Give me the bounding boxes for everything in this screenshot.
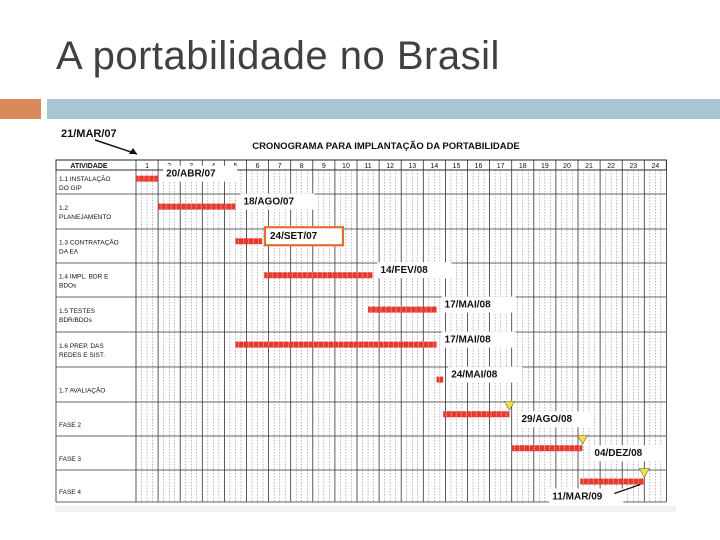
activity-bar	[158, 204, 235, 210]
completion-date-label: 17/MAI/08	[444, 334, 491, 346]
month-number-label: 8	[299, 163, 304, 170]
gantt-chart	[55, 124, 676, 512]
activity-label: 1.7 AVALIAÇÃO	[59, 387, 106, 395]
completion-date-label: 17/MAI/08	[444, 299, 491, 311]
month-number-label: 7	[277, 163, 282, 170]
month-number-label: 15	[452, 163, 461, 170]
month-number-label: 14	[430, 163, 439, 170]
activity-bar	[264, 272, 372, 278]
activity-label: 1.1 INSTALAÇÃO	[59, 175, 111, 183]
completion-date-label: 04/DEZ/08	[594, 448, 643, 460]
activity-label: 1.5 TESTES	[59, 307, 96, 315]
month-number-label: 1	[145, 163, 150, 170]
completion-date-label: 29/AGO/08	[521, 414, 573, 426]
accent-bar-orange	[0, 99, 41, 119]
activity-bar	[580, 479, 644, 485]
month-number-label: 21	[585, 163, 593, 170]
completion-date-label: 11/MAR/09	[552, 491, 603, 503]
activity-label: FASE 3	[59, 456, 82, 463]
activity-label: DA EA	[59, 248, 79, 256]
completion-date-label: 24/SET/07	[269, 231, 318, 243]
activity-bar	[437, 377, 444, 383]
month-number-label: 12	[386, 163, 395, 170]
activity-label: BDOs	[59, 282, 77, 290]
activity-bar	[235, 342, 436, 348]
completion-date-label: 24/MAI/08	[451, 369, 498, 381]
month-number-label: 10	[342, 163, 350, 170]
start-date-note: 21/MAR/07	[61, 128, 117, 140]
month-number-label: 20	[563, 163, 571, 170]
schedule-figure	[55, 124, 676, 512]
activity-label: FASE 2	[59, 422, 82, 429]
schedule-title: CRONOGRAMA PARA IMPLANTAÇÃO DA PORTABILIDADE	[252, 141, 520, 152]
month-number-label: 17	[496, 163, 505, 170]
month-number-label: 19	[540, 163, 549, 170]
month-number-label: 24	[651, 163, 660, 170]
activity-bar	[512, 445, 583, 451]
month-number-label: 6	[255, 163, 260, 170]
accent-bar-blue	[47, 99, 720, 119]
activity-label: PLANEJAMENTO	[59, 213, 112, 221]
month-number-label: 13	[408, 163, 417, 170]
completion-date-label: 18/AGO/07	[243, 196, 295, 208]
completion-date-label: 20/ABR/07	[166, 168, 216, 180]
activity-label: 1.6 PREP. DAS	[59, 342, 104, 350]
activity-bar	[136, 176, 158, 182]
activity-label: 1.2	[59, 204, 69, 212]
month-number-label: 16	[474, 163, 483, 170]
figure-background	[55, 124, 676, 512]
month-number-label: 9	[321, 163, 326, 170]
figure-bottom-strip	[55, 506, 676, 512]
slide-title: A portabilidade no Brasil	[56, 34, 500, 78]
completion-date-label: 14/FEV/08	[380, 265, 428, 277]
activity-label: 1.4 IMPL. BDR E	[59, 273, 109, 281]
activity-header: ATIVIDADE	[70, 163, 108, 170]
activity-label: BDR/BDOs	[59, 316, 92, 324]
month-number-label: 18	[518, 163, 527, 170]
activity-label: 1.3 CONTRATAÇÃO	[59, 239, 119, 247]
month-number-label: 23	[629, 163, 638, 170]
activity-label: FASE 4	[59, 489, 82, 496]
month-number-label: 11	[364, 163, 372, 170]
activity-label: DO GIP	[59, 184, 82, 192]
activity-label: REDES E SIST.	[59, 351, 105, 359]
month-number-label: 22	[607, 163, 616, 170]
